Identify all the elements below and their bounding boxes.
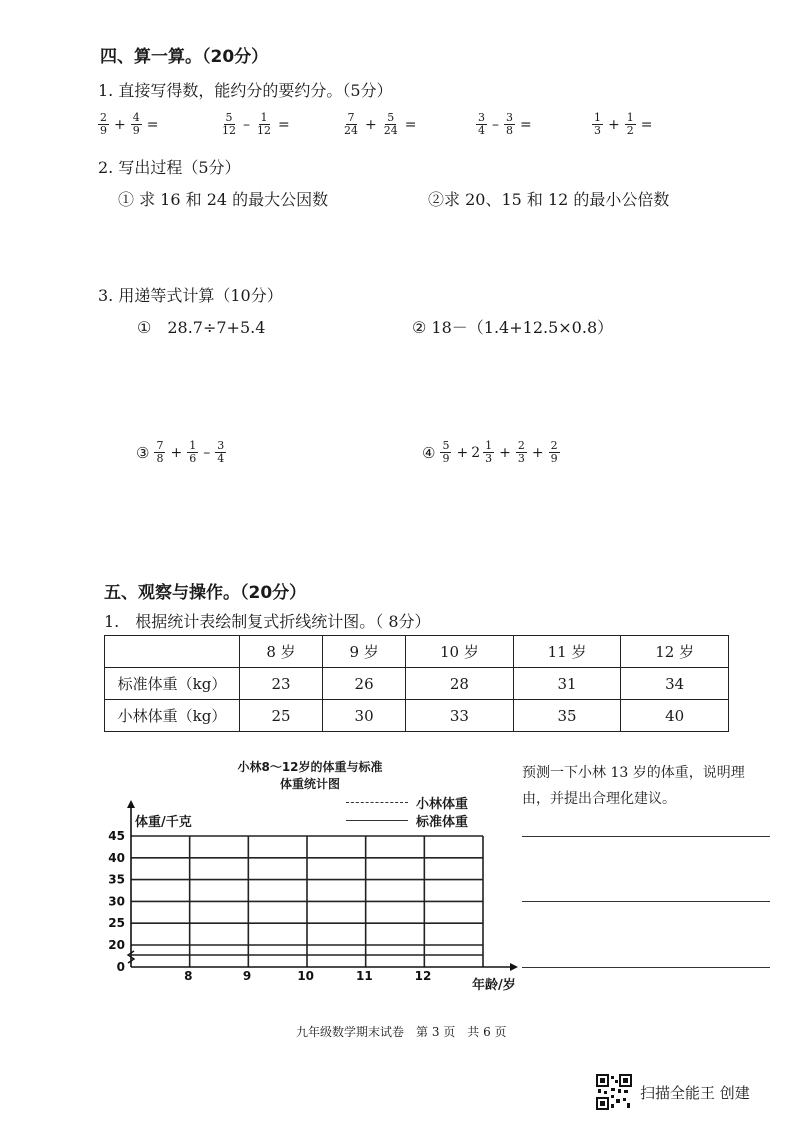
table-cell: 标准体重（kg）	[105, 668, 240, 700]
q1-expressions	[96, 112, 696, 148]
q1-item: $\frac{1}{3}$ + $\frac{1}{2}$ =	[594, 111, 653, 137]
table-cell: 40	[621, 700, 729, 732]
weight-table	[104, 635, 729, 732]
axis-break	[128, 951, 134, 963]
prediction-prompt: 预测一下小林 13 岁的体重，说明理由，并提出合理化建议。	[522, 765, 745, 807]
y-tick-label: 45	[108, 829, 125, 843]
legend-item-standard: 标准体重	[346, 811, 468, 829]
table-cell: 25	[240, 700, 323, 732]
chart-title: 小林8～12岁的体重与标准 体重统计图	[237, 760, 383, 791]
q2-part-a: ① 求 16 和 24 的最大公因数	[118, 190, 329, 209]
y-tick-label: 20	[108, 938, 125, 952]
x-tick-label: 11	[355, 969, 373, 983]
q2-prompt: 2. 写出过程（5分）	[98, 158, 241, 177]
answer-line	[522, 836, 770, 837]
table-cell: 31	[513, 668, 621, 700]
table-cell: 11 岁	[513, 636, 621, 668]
y-tick-label: 40	[108, 850, 125, 865]
q1-item: $\frac{7}{24}$ + $\frac{5}{24}$ =	[344, 111, 417, 137]
table-cell	[105, 636, 240, 668]
q1-prompt: 1. 直接写得数，能约分的要约分。（5分）	[98, 81, 393, 100]
table-cell: 8 岁	[240, 636, 323, 668]
table-row	[105, 668, 729, 700]
x-axis-arrow	[510, 963, 518, 971]
table-cell: 23	[240, 668, 323, 700]
x-tick-label: 10	[297, 969, 315, 983]
table-cell: 33	[406, 700, 514, 732]
chart-xlabel: 年龄/岁	[472, 978, 516, 993]
watermark-text: 扫描全能王 创建	[640, 1084, 750, 1102]
q2-part-b: ②求 20、15 和 12 的最小公倍数	[428, 190, 670, 209]
x-tick-label: 12	[414, 969, 432, 983]
chart-grid	[100, 800, 520, 990]
y-axis-arrow	[127, 800, 135, 808]
table-cell: 35	[513, 700, 621, 732]
q1-item: $\frac{5}{12}$ – $\frac{1}{12}$ =	[222, 111, 290, 137]
section5-q1-prompt: 1. 根据统计表绘制复式折线统计图。（ 8分）	[104, 612, 431, 631]
section5-title: 五、观察与操作。（20分）	[104, 583, 307, 603]
q3-part-2: ② 18－（1.4+12.5×0.8）	[412, 318, 614, 337]
table-cell: 10 岁	[406, 636, 514, 668]
page-footer: 九年级数学期末试卷 第 3 页 共 6 页	[296, 1025, 507, 1039]
table-cell: 26	[323, 668, 406, 700]
q3-part-4: ④ $\frac{5}{9}$ + 2 $\frac{1}{3}$ + $\frac{2}{3}$ + $\frac{2}{9}$	[422, 439, 558, 465]
table-cell: 小林体重（kg）	[105, 700, 240, 732]
x-tick-label: 8	[184, 969, 193, 983]
y-tick-label: 30	[108, 894, 125, 909]
answer-line	[522, 967, 770, 968]
q3-part-3: ③ $\frac{7}{8}$ + $\frac{1}{6}$ – $\frac{3}{4}$	[136, 439, 225, 465]
q3-prompt: 3. 用递等式计算（10分）	[98, 286, 283, 305]
y-tick-label: 25	[108, 916, 125, 931]
table-cell: 34	[621, 668, 729, 700]
q1-item: $\frac{3}{4}$ – $\frac{3}{8}$ =	[478, 111, 532, 137]
table-cell: 9 岁	[323, 636, 406, 668]
y-tick-label: 0	[116, 960, 125, 974]
table-cell: 30	[323, 700, 406, 732]
table-row	[105, 700, 729, 732]
section4-title: 四、算一算。（20分）	[100, 47, 269, 67]
chart-ylabel: 体重/千克	[135, 815, 192, 830]
answer-line	[522, 901, 770, 902]
table-header-row	[105, 636, 729, 668]
q1-item: $\frac{2}{9}$ + $\frac{4}{9}$ =	[100, 111, 159, 137]
y-tick-label: 35	[108, 872, 125, 887]
qr-code-icon	[596, 1074, 632, 1110]
table-cell: 28	[406, 668, 514, 700]
table-cell: 12 岁	[621, 636, 729, 668]
q3-part-1: ① 28.7÷7+5.4	[137, 318, 266, 337]
x-tick-label: 9	[242, 969, 252, 983]
legend-item-xiaolin: 小林体重	[346, 793, 468, 811]
